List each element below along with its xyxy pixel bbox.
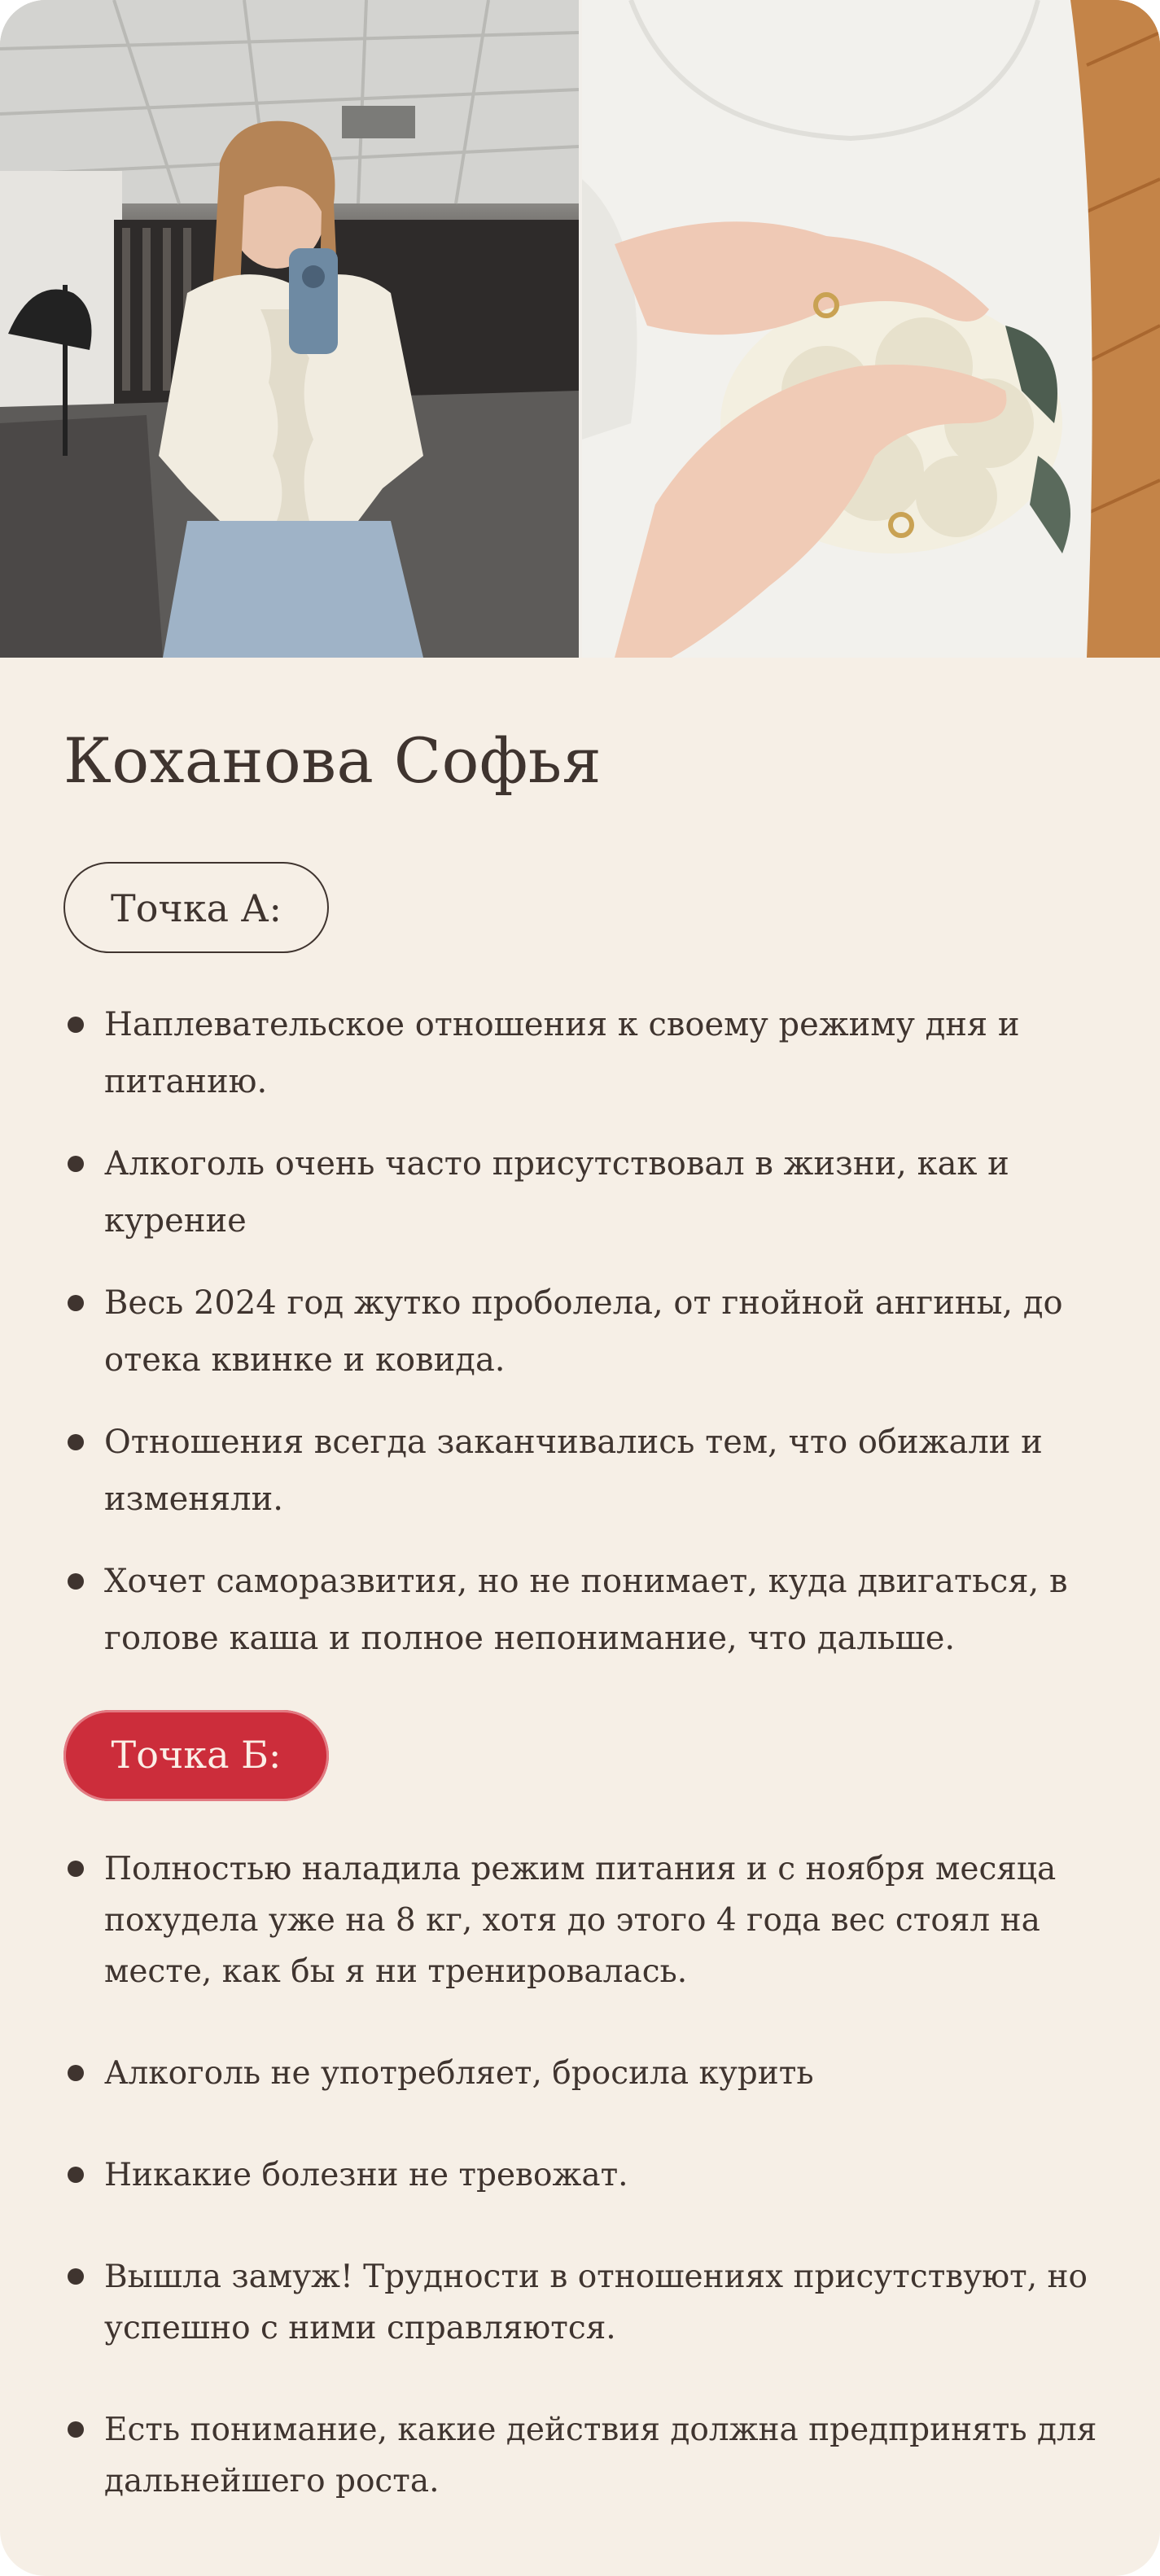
- list-item: Есть понимание, какие действия должна предпринять для дальнейшего роста.: [63, 2404, 1114, 2507]
- list-item: Алкоголь очень часто присутствовал в жизни, как и курение: [63, 1135, 1114, 1249]
- point-a-badge: Точка А:: [63, 862, 329, 953]
- list-item: Весь 2024 год жутко проболела, от гнойной ангины, до отека квинке и ковида.: [63, 1275, 1114, 1389]
- person-name: Коханова Софья: [63, 724, 602, 797]
- point-b-list: [63, 1843, 1114, 2557]
- list-item: Алкоголь не употребляет, бросила курить: [63, 2048, 1114, 2099]
- list-item: Полностью наладила режим питания и с ноября месяца похудела уже на 8 кг, хотя до этого 4 года вес стоял на месте, как бы я ни тренировалась.: [63, 1843, 1114, 1997]
- list-item: Вышла замуж! Трудности в отношениях присутствуют, но успешно с ними справляются.: [63, 2251, 1114, 2354]
- point-a-list: [63, 996, 1114, 1692]
- hands-with-rings-photo: [582, 0, 1160, 658]
- point-b-badge: Точка Б:: [63, 1710, 329, 1801]
- photo-strip: [0, 0, 1160, 658]
- list-item: Никакие болезни не тревожат.: [63, 2150, 1114, 2201]
- list-item: Хочет саморазвития, но не понимает, куда двигаться, в голове каша и полное непонимание, что дальше.: [63, 1553, 1114, 1667]
- list-item: Отношения всегда заканчивались тем, что обижали и изменяли.: [63, 1414, 1114, 1528]
- list-item: Наплевательское отношения к своему режиму дня и питанию.: [63, 996, 1114, 1110]
- mirror-selfie-photo: [0, 0, 579, 658]
